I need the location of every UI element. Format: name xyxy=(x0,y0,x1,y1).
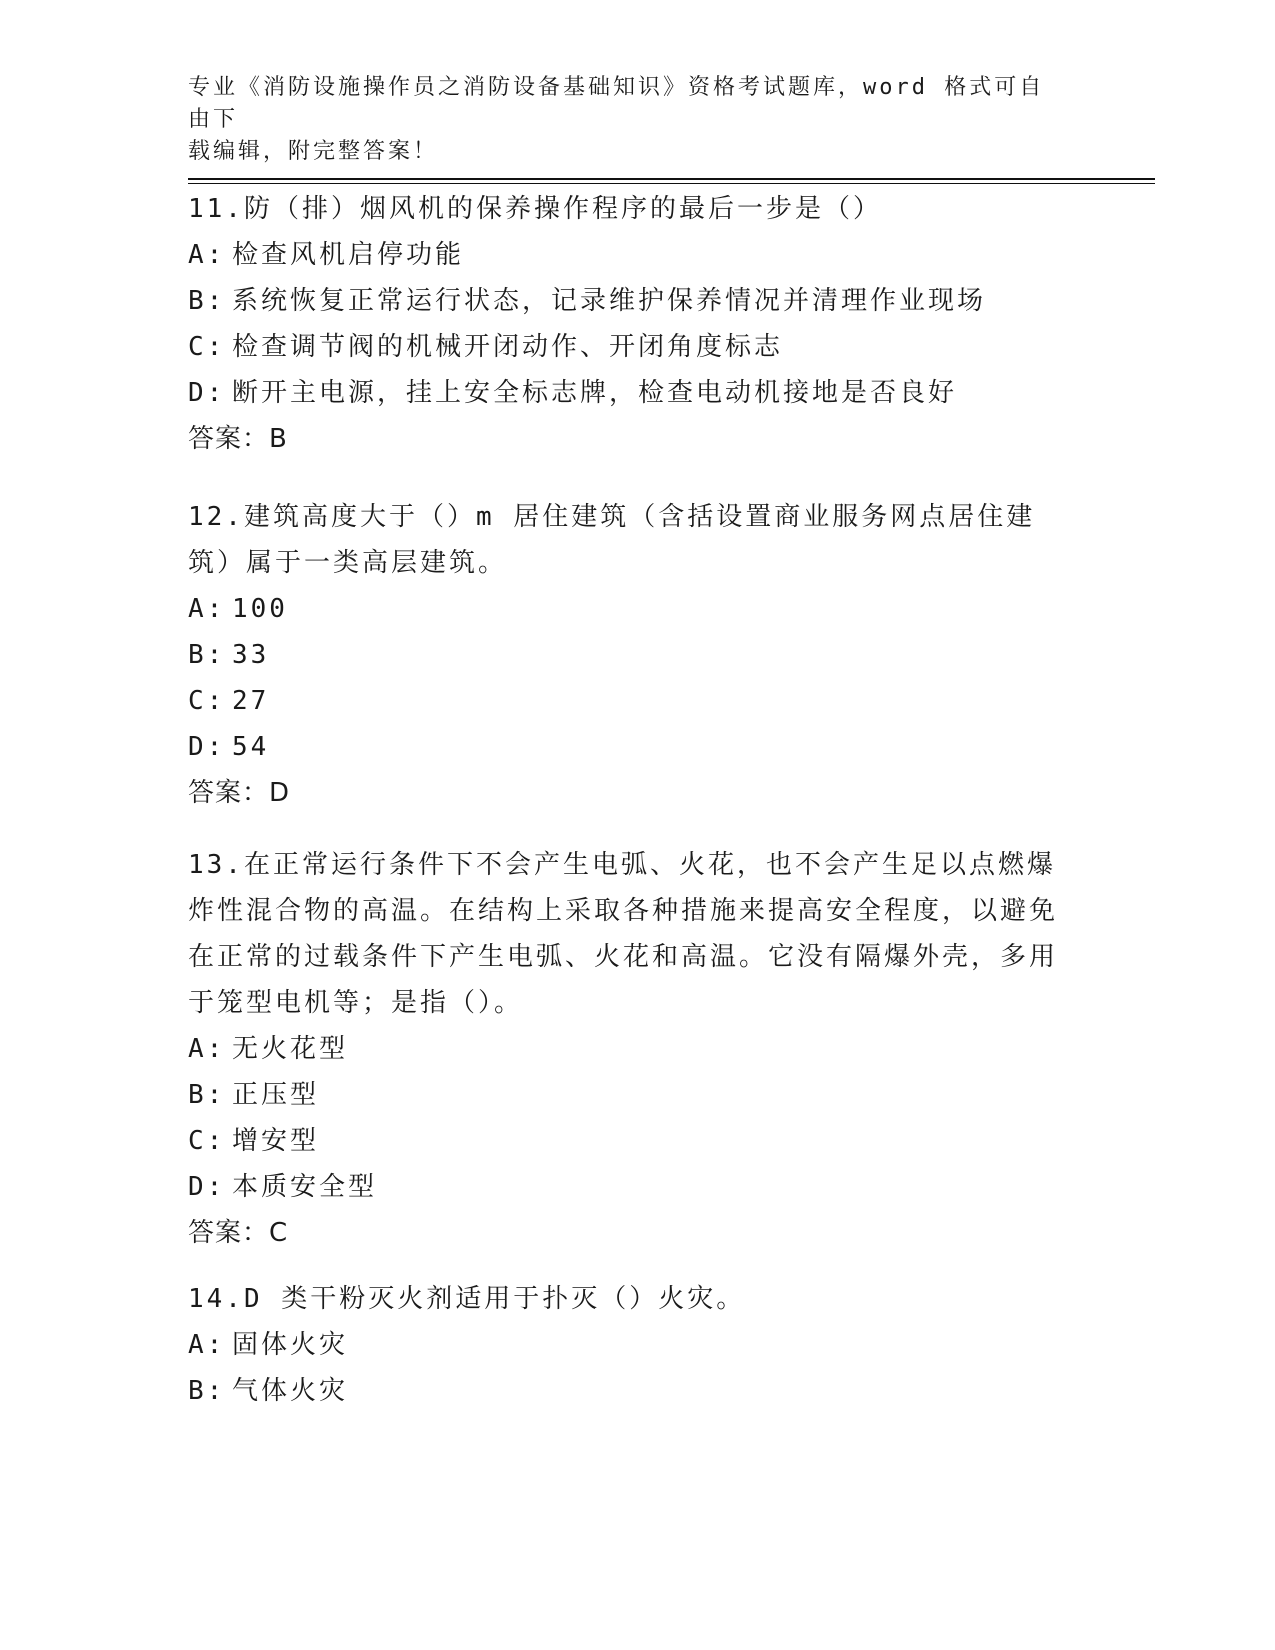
option-b: B: 气体火灾 xyxy=(188,1376,349,1406)
answer: 答案：C xyxy=(188,1218,289,1248)
option-c: C: 增安型 xyxy=(188,1126,320,1156)
option-d: D: 本质安全型 xyxy=(188,1172,378,1202)
option-d: D: 断开主电源，挂上安全标志牌，检查电动机接地是否良好 xyxy=(188,378,958,408)
question-12 xyxy=(188,494,1068,816)
header-line-1: 专业《消防设施操作员之消防设备基础知识》资格考试题库，word 格式可自由下 xyxy=(188,75,1045,132)
option-c: C: 检查调节阀的机械开闭动作、开闭角度标志 xyxy=(188,332,784,362)
option-a: A: 检查风机启停功能 xyxy=(188,240,465,270)
question-11 xyxy=(188,186,1088,462)
option-c: C: 27 xyxy=(188,686,270,716)
option-b: B: 33 xyxy=(188,640,270,670)
question-stem: 12.建筑高度大于（）m 居住建筑（含括设置商业服务网点居住建筑）属于一类高层建筑。 xyxy=(188,502,1036,578)
question-14 xyxy=(188,1276,1088,1414)
option-b: B: 系统恢复正常运行状态，记录维护保养情况并清理作业现场 xyxy=(188,286,987,316)
option-a: A: 100 xyxy=(188,594,288,624)
document-header xyxy=(188,72,1068,168)
answer: 答案：D xyxy=(188,778,291,808)
option-a: A: 固体火灾 xyxy=(188,1330,349,1360)
answer: 答案：B xyxy=(188,424,288,454)
header-line-2: 载编辑，附完整答案！ xyxy=(188,139,439,164)
option-b: B: 正压型 xyxy=(188,1080,320,1110)
option-a: A: 无火花型 xyxy=(188,1034,349,1064)
header-rule-thick xyxy=(188,178,1155,180)
header-rule-thin xyxy=(188,183,1155,184)
question-stem: 11.防（排）烟风机的保养操作程序的最后一步是（） xyxy=(188,194,882,224)
question-stem: 13.在正常运行条件下不会产生电弧、火花，也不会产生足以点燃爆炸性混合物的高温。在结构上采取各种措施来提高安全程度，以避免在正常的过载条件下产生电弧、火花和高温。它没有隔爆外壳，多用于笼型电机等；是指（）。 xyxy=(188,850,1059,1018)
option-d: D: 54 xyxy=(188,732,270,762)
question-13 xyxy=(188,842,1058,1256)
question-stem: 14.D 类干粉灭火剂适用于扑灭（）火灾。 xyxy=(188,1284,746,1314)
